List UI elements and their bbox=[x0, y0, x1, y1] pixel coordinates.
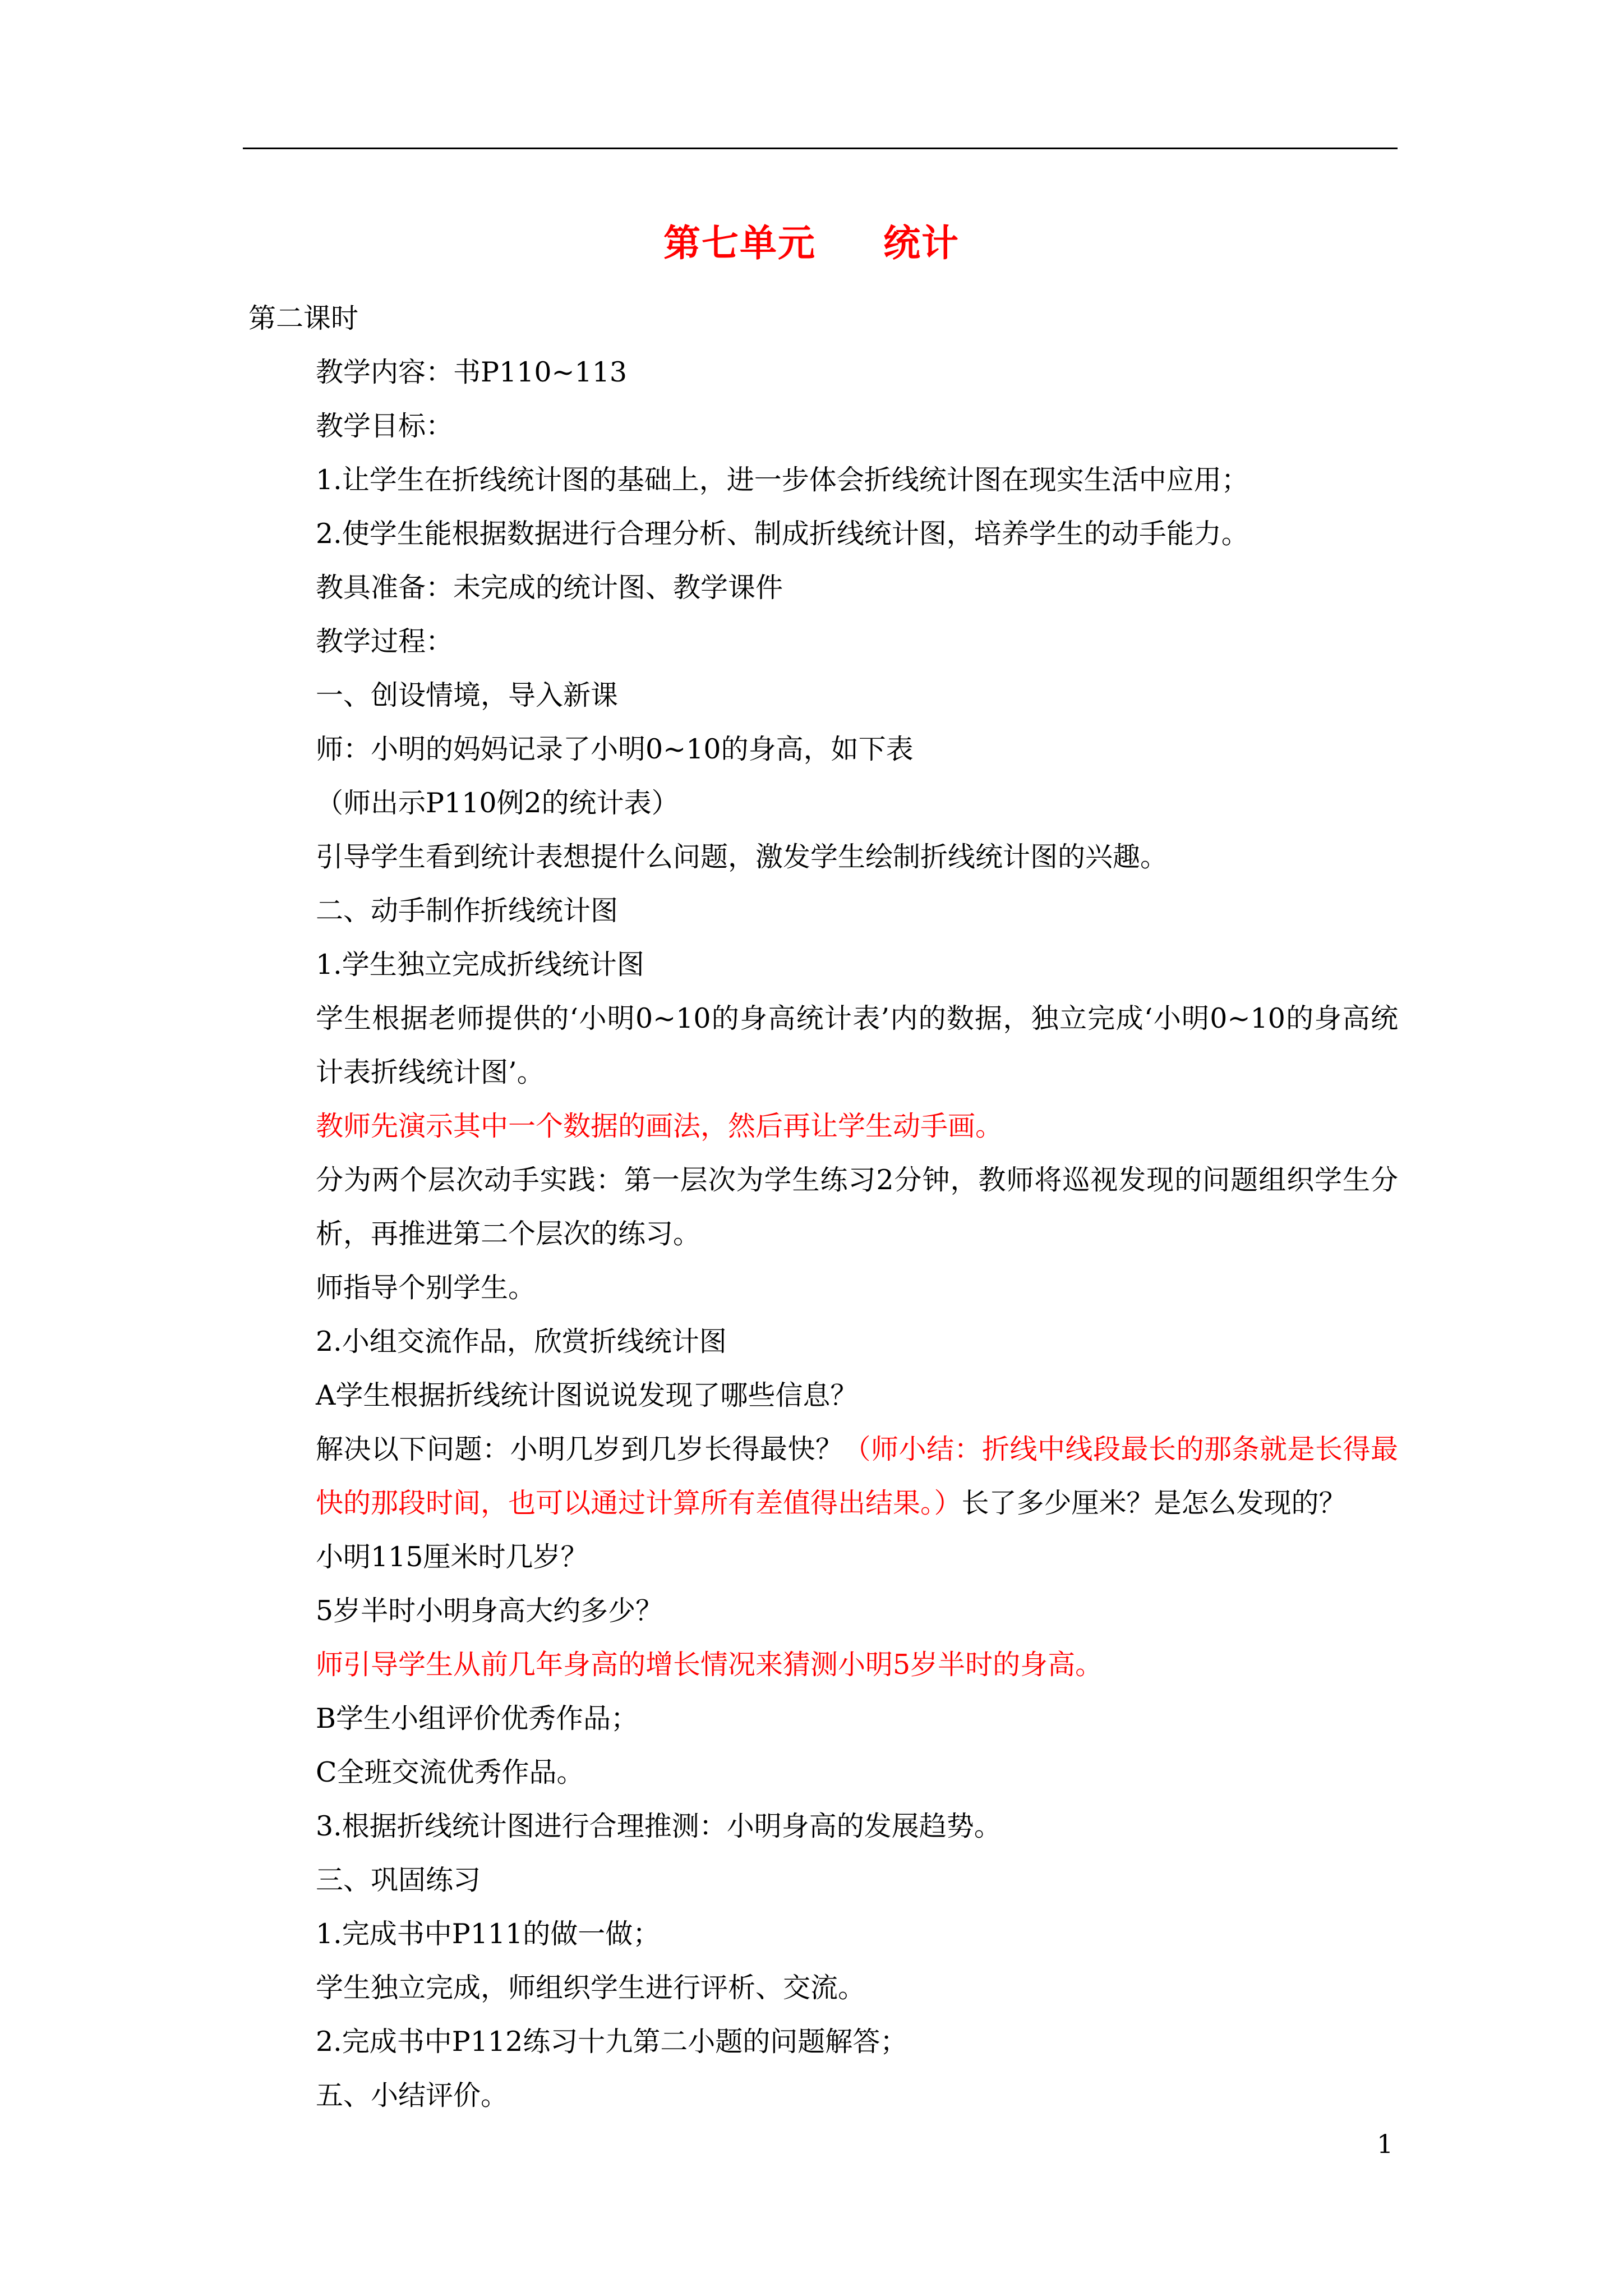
section-3-heading: 三、巩固练习 bbox=[316, 1864, 481, 1896]
solve-question-lead: 解决以下问题：小明几岁到几岁长得最快？ bbox=[316, 1433, 843, 1465]
lesson-period: 第二课时 bbox=[248, 302, 359, 334]
title-unit: 第七单元 bbox=[663, 221, 816, 265]
goal-2: 2.使学生能根据数据进行合理分析、制成折线统计图，培养学生的动手能力。 bbox=[316, 518, 1249, 550]
teacher-guidance: 师指导个别学生。 bbox=[316, 1272, 536, 1304]
exercise-2: 2.完成书中P112练习十九第二小题的问题解答； bbox=[316, 2026, 908, 2058]
show-table-note: （师出示P110例2的统计表） bbox=[316, 787, 679, 819]
title-topic: 统计 bbox=[883, 221, 960, 265]
step-2-2: 2.小组交流作品，欣赏折线统计图 bbox=[316, 1326, 727, 1358]
practice-levels: 分为两个层次动手实践：第一层次为学生练习2分钟，教师将巡视发现的问题组织学生分析，再推进第二个层次的练习。 bbox=[316, 1164, 1398, 1250]
solve-questions bbox=[248, 1423, 1398, 1530]
step-2-3: 3.根据折线统计图进行合理推测：小明身高的发展趋势。 bbox=[316, 1810, 1002, 1842]
question-5-5-years: 5岁半时小明身高大约多少？ bbox=[316, 1595, 663, 1627]
item-c: C全班交流优秀作品。 bbox=[316, 1756, 584, 1788]
header-rule bbox=[243, 148, 1398, 149]
guide-question: 引导学生看到统计表想提什么问题，激发学生绘制折线统计图的兴趣。 bbox=[316, 841, 1168, 873]
teaching-process-heading: 教学过程： bbox=[316, 625, 454, 657]
student-task: 学生根据老师提供的‘小明0~10的身高统计表’内的数据，独立完成‘小明0~10的身高统计表折线统计图’。 bbox=[316, 1002, 1398, 1088]
page-title bbox=[0, 213, 1623, 266]
section-5-heading: 五、小结评价。 bbox=[316, 2079, 509, 2111]
item-a: A学生根据折线统计图说说发现了哪些信息？ bbox=[316, 1379, 858, 1411]
teaching-goals-heading: 教学目标： bbox=[316, 410, 454, 442]
goal-1: 1.让学生在折线统计图的基础上，进一步体会折线统计图在现实生活中应用； bbox=[316, 464, 1249, 496]
section-2-heading: 二、动手制作折线统计图 bbox=[316, 895, 619, 927]
exercise-1-note: 学生独立完成，师组织学生进行评析、交流。 bbox=[316, 1972, 866, 2004]
lesson-body bbox=[248, 292, 1398, 2123]
teacher-intro: 师：小明的妈妈记录了小明0~10的身高，如下表 bbox=[316, 733, 914, 765]
teacher-guess-note: 师引导学生从前几年身高的增长情况来猜测小明5岁半时的身高。 bbox=[316, 1649, 1103, 1681]
exercise-1: 1.完成书中P111的做一做； bbox=[316, 1918, 661, 1950]
teacher-summary-note: （师小结：折线中线段最长的那条就是长得最快的那段时间，也可以通过计算所有差值得出结果。） bbox=[316, 1433, 1398, 1519]
question-115cm: 小明115厘米时几岁？ bbox=[316, 1541, 588, 1573]
section-1-heading: 一、创设情境，导入新课 bbox=[316, 679, 619, 711]
teacher-demo-note: 教师先演示其中一个数据的画法，然后再让学生动手画。 bbox=[316, 1110, 1003, 1142]
solve-question-tail: 长了多少厘米？是怎么发现的？ bbox=[961, 1487, 1347, 1519]
step-2-1: 1.学生独立完成折线统计图 bbox=[316, 949, 644, 981]
teaching-content: 教学内容：书P110~113 bbox=[316, 356, 628, 388]
item-b: B学生小组评价优秀作品； bbox=[316, 1703, 639, 1734]
teaching-aids: 教具准备：未完成的统计图、教学课件 bbox=[316, 572, 783, 604]
page-number: 1 bbox=[1377, 2129, 1394, 2159]
